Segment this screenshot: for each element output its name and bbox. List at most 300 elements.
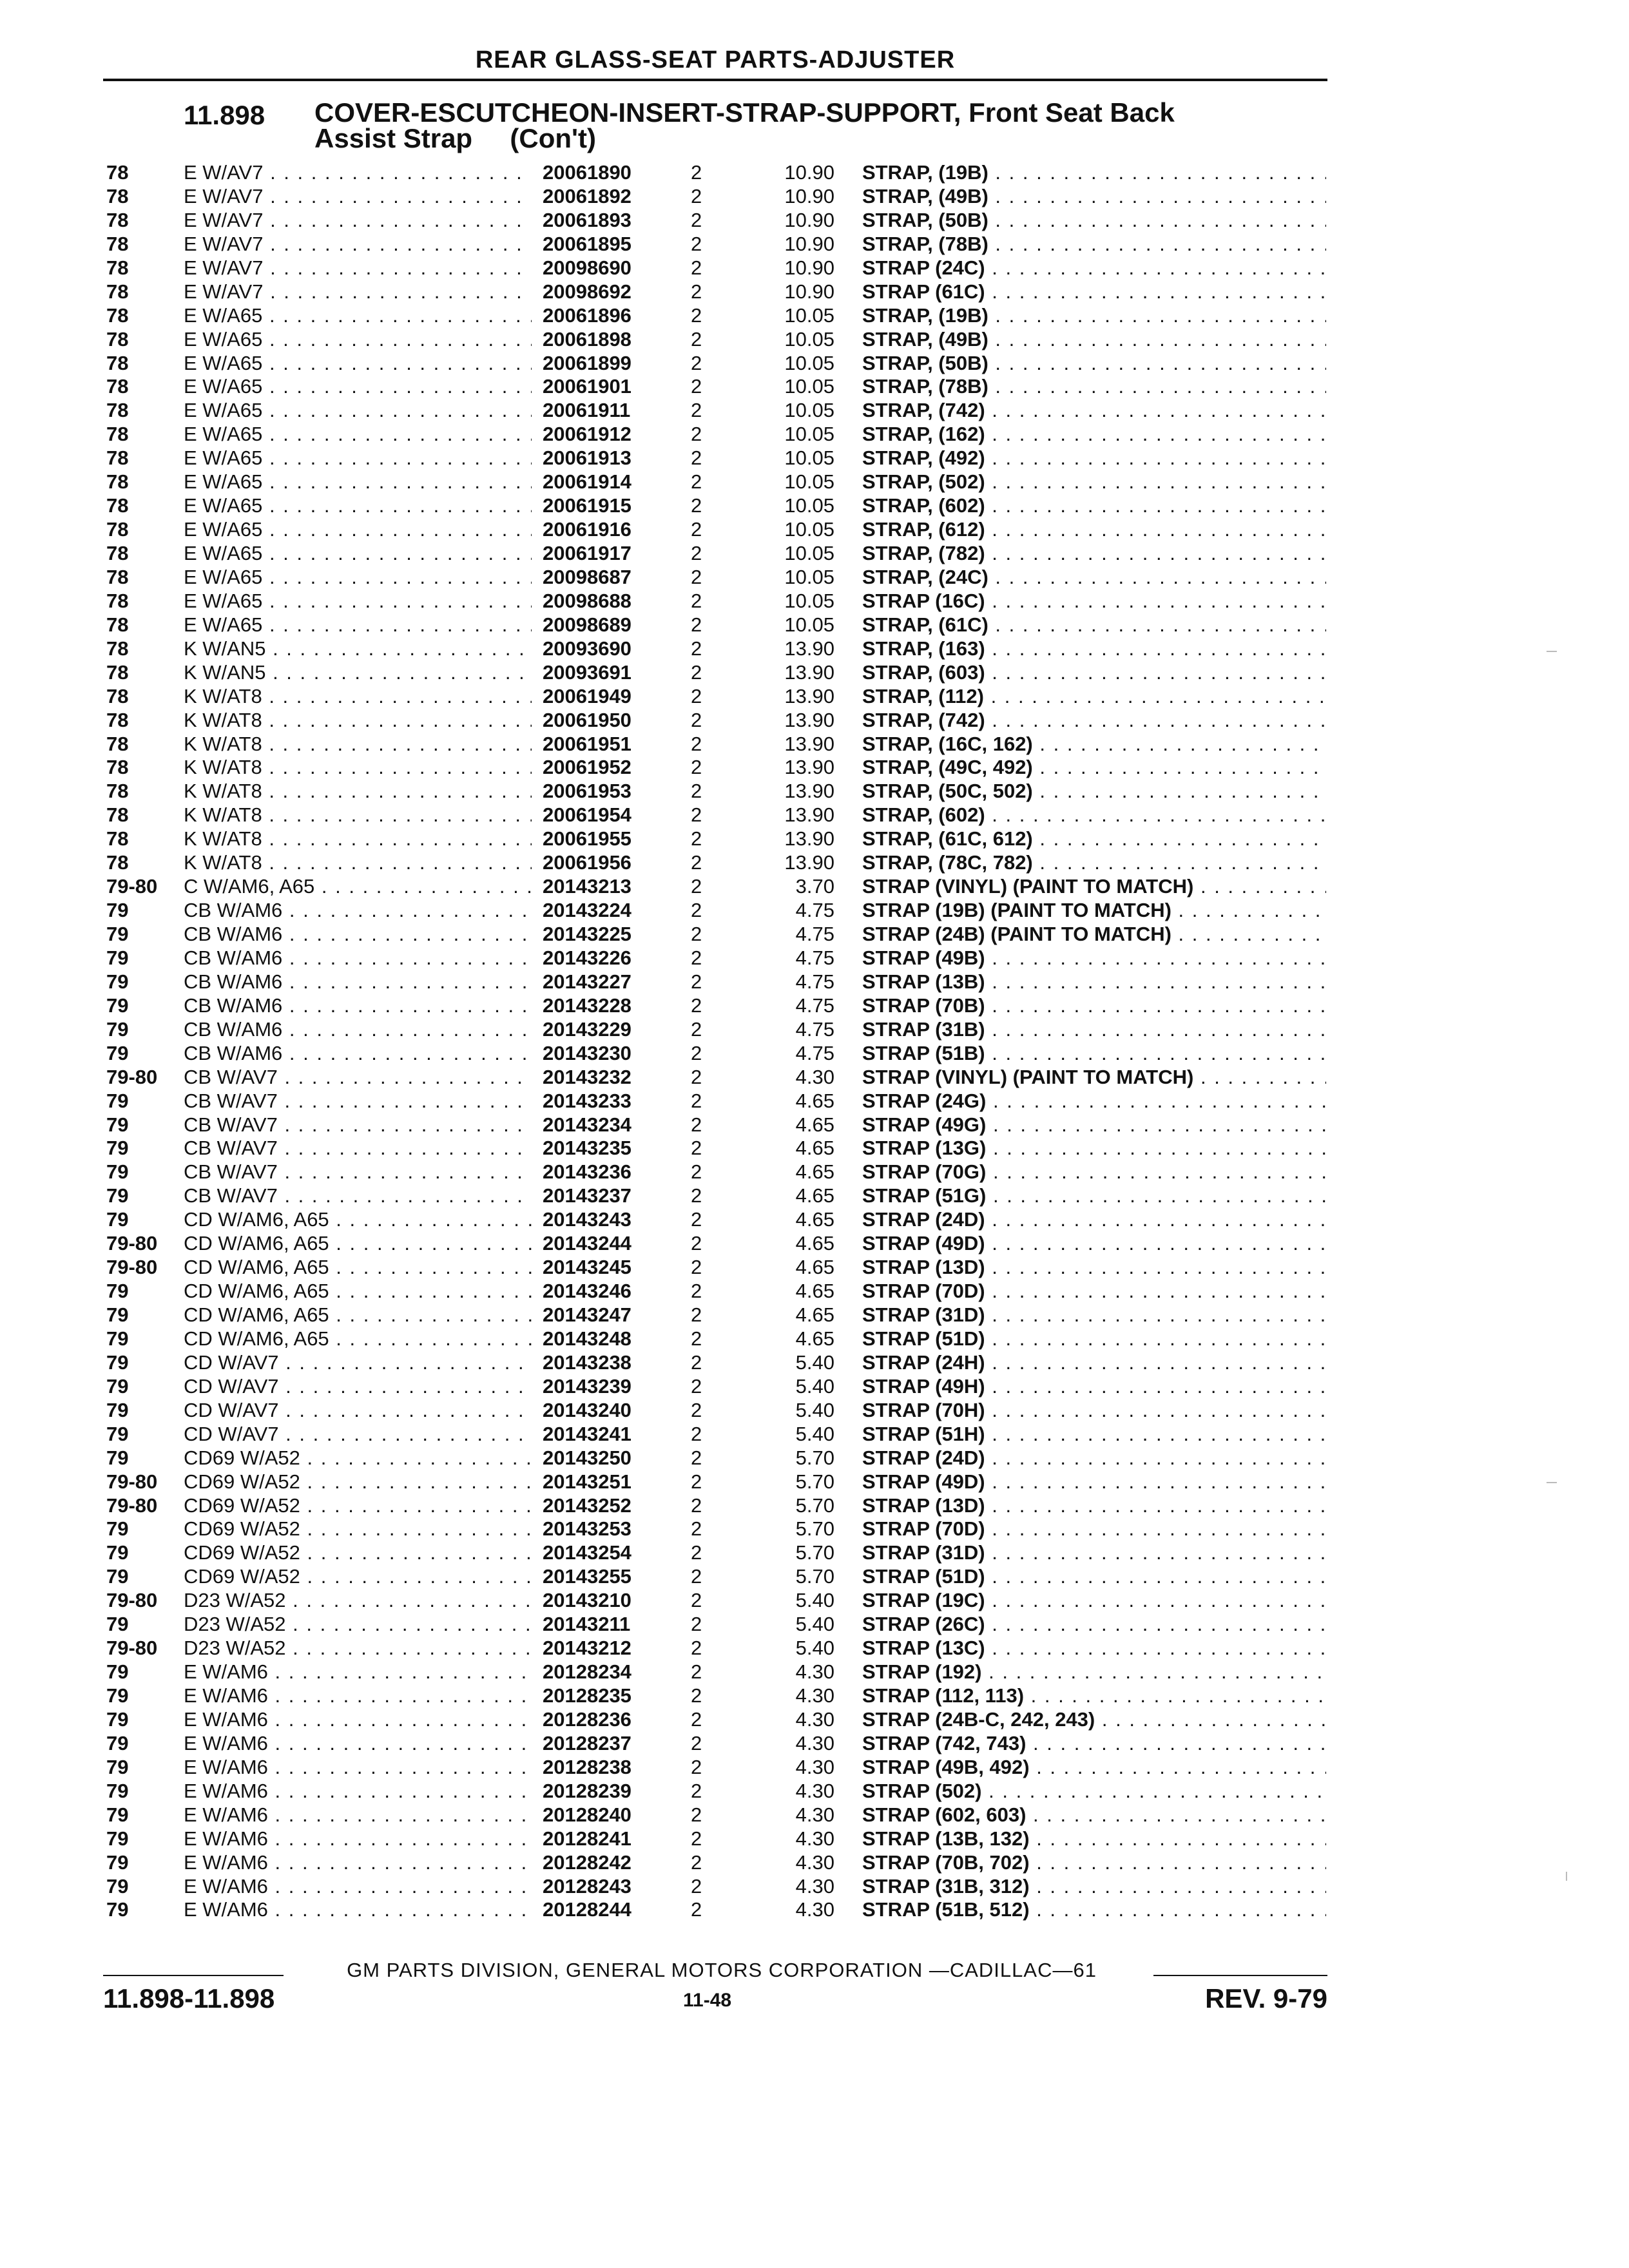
- group-title-line2: Assist Strap (Con't): [314, 123, 597, 153]
- row-price: 4.30: [795, 1660, 834, 1684]
- row-year: 78: [106, 303, 129, 327]
- table-row: [0, 304, 1629, 328]
- row-quantity: 2: [691, 351, 702, 374]
- row-part-number: 20061911: [540, 399, 630, 422]
- row-description: STRAP (13D) . . .: [862, 1256, 1326, 1279]
- row-year: 78: [106, 851, 129, 874]
- row-year: 79: [106, 1280, 129, 1303]
- table-row: [0, 185, 1629, 209]
- row-description: STRAP (13B, 132) . . .: [862, 1827, 1326, 1850]
- row-year: 79: [106, 923, 129, 945]
- row-part-number: 20061954: [540, 803, 631, 827]
- row-quantity: 2: [691, 1374, 702, 1398]
- row-part-number: 20061892: [540, 185, 631, 208]
- row-model: CB W/AM6 . . .: [184, 1018, 532, 1041]
- row-quantity: 2: [691, 1446, 702, 1469]
- row-year: 79: [106, 1089, 129, 1112]
- table-row: [0, 756, 1629, 780]
- row-price: 10.90: [784, 232, 834, 255]
- row-description: STRAP (13G) . . .: [862, 1137, 1326, 1160]
- row-description: STRAP (24H) . . .: [862, 1351, 1326, 1374]
- row-description: STRAP, (603) . . .: [862, 661, 1326, 684]
- row-description: STRAP (31D) . . .: [862, 1541, 1326, 1564]
- row-quantity: 2: [691, 756, 702, 779]
- row-part-number: 20061915: [540, 494, 631, 517]
- table-row: [0, 637, 1629, 661]
- row-year: 79: [106, 1374, 129, 1398]
- row-year: 78: [106, 494, 129, 517]
- row-year: 78: [106, 542, 129, 564]
- row-price: 4.65: [795, 1327, 834, 1350]
- row-price: 10.90: [784, 184, 834, 207]
- row-part-number: 20143238: [540, 1351, 631, 1374]
- row-part-number: 20143254: [540, 1541, 631, 1564]
- row-model: CD W/AM6, A65 . . .: [184, 1280, 532, 1303]
- row-part-number: 20143211: [540, 1613, 630, 1636]
- row-part-number: 20143225: [540, 923, 631, 946]
- table-row: [0, 1303, 1629, 1327]
- row-year: 79: [106, 1041, 129, 1064]
- row-model: K W/AT8 . . .: [184, 827, 532, 850]
- table-row: [0, 1708, 1629, 1732]
- row-quantity: 2: [691, 1017, 702, 1041]
- row-year: 78: [106, 780, 129, 803]
- row-part-number: 20128243: [540, 1875, 631, 1898]
- footer-right-rule: [1153, 1975, 1327, 1976]
- table-row: [0, 566, 1629, 590]
- row-price: 4.65: [795, 1256, 834, 1279]
- table-row: [0, 1232, 1629, 1256]
- row-quantity: 2: [691, 946, 702, 969]
- table-row: [0, 1090, 1629, 1113]
- row-part-number: 20128238: [540, 1756, 631, 1779]
- header-rule: [103, 79, 1327, 81]
- row-model: E W/AV7 . . .: [184, 233, 532, 256]
- row-description: STRAP (51B) . . .: [862, 1042, 1326, 1065]
- row-description: STRAP (31B) . . .: [862, 1018, 1326, 1041]
- row-price: 5.40: [795, 1637, 834, 1660]
- row-price: 10.05: [784, 351, 834, 374]
- row-model: CD W/AM6, A65 . . .: [184, 1256, 532, 1279]
- row-description: STRAP, (49B) . . .: [862, 328, 1326, 351]
- row-description: STRAP (51G) . . .: [862, 1184, 1326, 1207]
- row-price: 10.90: [784, 256, 834, 279]
- table-row: [0, 1875, 1629, 1899]
- table-row: [0, 1160, 1629, 1184]
- margin-tick: [1547, 651, 1557, 652]
- row-price: 10.05: [784, 447, 834, 470]
- row-description: STRAP (49G) . . .: [862, 1113, 1326, 1137]
- table-row: [0, 256, 1629, 280]
- table-row: [0, 352, 1629, 376]
- row-year: 79: [106, 1208, 129, 1231]
- row-part-number: 20143226: [540, 947, 631, 970]
- row-price: 3.70: [795, 875, 834, 898]
- row-description: STRAP, (492) . . .: [862, 447, 1326, 470]
- row-price: 4.75: [795, 899, 834, 922]
- row-price: 10.90: [784, 161, 834, 184]
- table-row: [0, 803, 1629, 827]
- row-description: STRAP, (78B) . . .: [862, 233, 1326, 256]
- row-model: K W/AT8 . . .: [184, 851, 532, 874]
- row-description: STRAP (192) . . .: [862, 1660, 1326, 1684]
- row-year: 79-80: [106, 1232, 158, 1255]
- row-description: STRAP, (78C, 782) . . .: [862, 851, 1326, 874]
- row-model: CD W/AV7 . . .: [184, 1423, 532, 1446]
- row-part-number: 20143212: [540, 1637, 631, 1660]
- row-quantity: 2: [691, 732, 702, 755]
- row-part-number: 20061913: [540, 447, 631, 470]
- row-quantity: 2: [691, 899, 702, 922]
- row-part-number: 20143239: [540, 1375, 631, 1398]
- row-description: STRAP, (19B) . . .: [862, 304, 1326, 327]
- table-row: [0, 923, 1629, 947]
- row-price: 13.90: [784, 756, 834, 779]
- table-row: [0, 1541, 1629, 1565]
- row-description: STRAP, (162) . . .: [862, 423, 1326, 446]
- row-model: CB W/AV7 . . .: [184, 1160, 532, 1184]
- table-row: [0, 1684, 1629, 1708]
- row-description: STRAP (70D) . . .: [862, 1517, 1326, 1541]
- row-quantity: 2: [691, 1827, 702, 1850]
- table-row: [0, 1756, 1629, 1780]
- row-part-number: 20128236: [540, 1708, 631, 1731]
- row-year: 78: [106, 613, 129, 636]
- row-model: E W/AM6 . . .: [184, 1756, 532, 1779]
- row-price: 10.05: [784, 565, 834, 588]
- row-description: STRAP (61C) . . .: [862, 280, 1326, 303]
- row-part-number: 20098689: [540, 613, 631, 637]
- row-model: E W/AM6 . . .: [184, 1851, 532, 1874]
- row-model: CD69 W/A52 . . .: [184, 1470, 532, 1494]
- row-part-number: 20098688: [540, 590, 631, 613]
- row-year: 79: [106, 1350, 129, 1374]
- row-part-number: 20143255: [540, 1565, 631, 1588]
- row-price: 13.90: [784, 708, 834, 731]
- row-description: STRAP (VINYL) (PAINT TO MATCH) . . .: [862, 1066, 1326, 1089]
- table-row: [0, 1494, 1629, 1518]
- row-quantity: 2: [691, 1850, 702, 1874]
- table-row: [0, 613, 1629, 637]
- row-quantity: 2: [691, 1303, 702, 1326]
- row-price: 4.75: [795, 1041, 834, 1064]
- row-quantity: 2: [691, 470, 702, 494]
- row-price: 4.30: [795, 1850, 834, 1874]
- row-part-number: 20143252: [540, 1494, 631, 1517]
- row-model: E W/AV7 . . .: [184, 209, 532, 232]
- row-price: 4.65: [795, 1303, 834, 1326]
- row-part-number: 20061952: [540, 756, 631, 779]
- row-description: STRAP, (50B) . . .: [862, 352, 1326, 375]
- row-description: STRAP (24D) . . .: [862, 1208, 1326, 1231]
- table-row: [0, 1565, 1629, 1589]
- row-model: E W/A65 . . .: [184, 470, 532, 494]
- row-model: E W/AM6 . . .: [184, 1780, 532, 1803]
- row-part-number: 20128241: [540, 1827, 631, 1850]
- margin-tick: [1547, 1482, 1557, 1483]
- row-description: STRAP (70B, 702) . . .: [862, 1851, 1326, 1874]
- row-model: CD W/AM6, A65 . . .: [184, 1303, 532, 1327]
- row-quantity: 2: [691, 1280, 702, 1303]
- row-description: STRAP (70B) . . .: [862, 994, 1326, 1017]
- row-year: 79: [106, 1422, 129, 1445]
- row-quantity: 2: [691, 1541, 702, 1564]
- row-description: STRAP, (112) . . .: [862, 685, 1326, 708]
- row-model: K W/AT8 . . .: [184, 756, 532, 779]
- row-description: STRAP, (49B) . . .: [862, 185, 1326, 208]
- row-price: 13.90: [784, 637, 834, 660]
- row-model: E W/AM6 . . .: [184, 1827, 532, 1850]
- row-description: STRAP (49D) . . .: [862, 1470, 1326, 1494]
- row-model: E W/A65 . . .: [184, 542, 532, 565]
- table-row: [0, 1898, 1629, 1922]
- row-description: STRAP, (502) . . .: [862, 470, 1326, 494]
- row-description: STRAP (19C) . . .: [862, 1589, 1326, 1612]
- table-row: [0, 280, 1629, 304]
- table-row: [0, 1732, 1629, 1756]
- row-year: 79: [106, 1017, 129, 1041]
- row-part-number: 20061893: [540, 209, 631, 232]
- row-part-number: 20143241: [540, 1423, 631, 1446]
- row-part-number: 20128234: [540, 1660, 631, 1684]
- row-quantity: 2: [691, 1637, 702, 1660]
- row-year: 79: [106, 1137, 129, 1160]
- footer-publisher: GM PARTS DIVISION, GENERAL MOTORS CORPORATION —CADILLAC—61: [347, 1959, 1097, 1981]
- row-description: STRAP (502) . . .: [862, 1780, 1326, 1803]
- row-price: 4.65: [795, 1208, 834, 1231]
- row-description: STRAP (31B, 312) . . .: [862, 1875, 1326, 1898]
- table-row: [0, 328, 1629, 352]
- row-description: STRAP (51D) . . .: [862, 1565, 1326, 1588]
- row-price: 4.30: [795, 1707, 834, 1731]
- row-quantity: 2: [691, 280, 702, 303]
- row-price: 4.30: [795, 1755, 834, 1778]
- footer-revision: REV. 9-79: [1205, 1983, 1327, 2013]
- row-year: 79: [106, 946, 129, 969]
- row-description: STRAP (13C) . . .: [862, 1637, 1326, 1660]
- footer-page-number: 11-48: [683, 1990, 732, 2011]
- row-model: CD69 W/A52 . . .: [184, 1565, 532, 1588]
- row-year: 79: [106, 1827, 129, 1850]
- table-row: [0, 970, 1629, 994]
- row-year: 79: [106, 1160, 129, 1184]
- table-row: [0, 1660, 1629, 1684]
- row-model: K W/AN5 . . .: [184, 661, 532, 684]
- table-row: [0, 1637, 1629, 1660]
- row-year: 78: [106, 161, 129, 184]
- row-description: STRAP (49H) . . .: [862, 1375, 1326, 1398]
- row-part-number: 20093691: [540, 661, 631, 684]
- row-price: 10.05: [784, 375, 834, 398]
- margin-tick: [1566, 1872, 1567, 1881]
- table-row: [0, 733, 1629, 756]
- row-year: 78: [106, 184, 129, 207]
- row-description: STRAP, (782) . . .: [862, 542, 1326, 565]
- row-description: STRAP (24B) (PAINT TO MATCH) . . .: [862, 923, 1326, 946]
- row-model: E W/A65 . . .: [184, 399, 532, 422]
- table-row: [0, 1280, 1629, 1303]
- table-row: [0, 1184, 1629, 1208]
- row-part-number: 20061955: [540, 827, 631, 850]
- row-description: STRAP, (49C, 492) . . .: [862, 756, 1326, 779]
- table-row: [0, 1423, 1629, 1446]
- row-model: CD W/AV7 . . .: [184, 1351, 532, 1374]
- table-row: [0, 494, 1629, 518]
- row-year: 79-80: [106, 1494, 158, 1517]
- row-quantity: 2: [691, 875, 702, 898]
- row-quantity: 2: [691, 1589, 702, 1612]
- row-model: E W/A65 . . .: [184, 375, 532, 398]
- row-year: 78: [106, 375, 129, 398]
- row-part-number: 20143229: [540, 1018, 631, 1041]
- row-year: 79: [106, 1779, 129, 1802]
- row-model: CD W/AV7 . . .: [184, 1399, 532, 1422]
- row-year: 79: [106, 970, 129, 993]
- row-part-number: 20061914: [540, 470, 631, 494]
- table-row: [0, 1327, 1629, 1351]
- row-description: STRAP, (602) . . .: [862, 494, 1326, 517]
- row-price: 4.30: [795, 1803, 834, 1826]
- row-quantity: 2: [691, 1470, 702, 1493]
- row-price: 4.30: [795, 1827, 834, 1850]
- row-year: 78: [106, 660, 129, 684]
- row-quantity: 2: [691, 1898, 702, 1921]
- row-quantity: 2: [691, 208, 702, 231]
- row-model: E W/AM6 . . .: [184, 1875, 532, 1898]
- row-part-number: 20128240: [540, 1803, 631, 1827]
- row-quantity: 2: [691, 1422, 702, 1445]
- row-price: 4.30: [795, 1731, 834, 1754]
- row-price: 10.05: [784, 303, 834, 327]
- row-year: 78: [106, 518, 129, 541]
- row-quantity: 2: [691, 660, 702, 684]
- table-row: [0, 161, 1629, 185]
- row-model: E W/A65 . . .: [184, 590, 532, 613]
- row-year: 79: [106, 1517, 129, 1541]
- row-model: E W/A65 . . .: [184, 447, 532, 470]
- row-model: D23 W/A52 . . .: [184, 1637, 532, 1660]
- row-model: CB W/AM6 . . .: [184, 899, 532, 922]
- row-quantity: 2: [691, 780, 702, 803]
- row-part-number: 20128242: [540, 1851, 631, 1874]
- row-description: STRAP, (19B) . . .: [862, 161, 1326, 184]
- row-quantity: 2: [691, 1731, 702, 1754]
- row-description: STRAP, (78B) . . .: [862, 375, 1326, 398]
- row-model: CB W/AM6 . . .: [184, 923, 532, 946]
- row-description: STRAP (19B) (PAINT TO MATCH) . . .: [862, 899, 1326, 922]
- row-price: 13.90: [784, 851, 834, 874]
- row-quantity: 2: [691, 708, 702, 731]
- row-year: 78: [106, 637, 129, 660]
- table-row: [0, 709, 1629, 733]
- row-model: K W/AT8 . . .: [184, 709, 532, 732]
- footer-group-range: 11.898-11.898: [103, 1983, 275, 2013]
- row-price: 4.75: [795, 923, 834, 945]
- row-model: CD69 W/A52 . . .: [184, 1517, 532, 1541]
- row-quantity: 2: [691, 1565, 702, 1588]
- row-year: 79: [106, 1113, 129, 1136]
- table-row: [0, 1780, 1629, 1803]
- row-quantity: 2: [691, 565, 702, 588]
- row-year: 78: [106, 232, 129, 255]
- row-part-number: 20143228: [540, 994, 631, 1017]
- group-title-line1: COVER-ESCUTCHEON-INSERT-STRAP-SUPPORT, Front Seat Back: [314, 97, 1175, 128]
- row-model: D23 W/A52 . . .: [184, 1613, 532, 1636]
- row-price: 10.05: [784, 423, 834, 446]
- row-year: 79: [106, 1707, 129, 1731]
- row-quantity: 2: [691, 423, 702, 446]
- table-row: [0, 1208, 1629, 1232]
- row-model: E W/A65 . . .: [184, 352, 532, 375]
- row-quantity: 2: [691, 1779, 702, 1802]
- row-price: 10.05: [784, 518, 834, 541]
- row-model: E W/AV7 . . .: [184, 161, 532, 184]
- row-quantity: 2: [691, 970, 702, 993]
- row-part-number: 20143234: [540, 1113, 631, 1137]
- row-quantity: 2: [691, 1232, 702, 1255]
- row-part-number: 20061956: [540, 851, 631, 874]
- row-year: 78: [106, 423, 129, 446]
- row-part-number: 20061950: [540, 709, 631, 732]
- table-row: [0, 590, 1629, 613]
- row-price: 13.90: [784, 827, 834, 850]
- row-model: E W/AV7 . . .: [184, 256, 532, 280]
- row-model: K W/AN5 . . .: [184, 637, 532, 660]
- row-model: E W/A65 . . .: [184, 613, 532, 637]
- row-quantity: 2: [691, 851, 702, 874]
- row-quantity: 2: [691, 637, 702, 660]
- row-part-number: 20143230: [540, 1042, 631, 1065]
- row-year: 78: [106, 399, 129, 422]
- row-price: 10.05: [784, 542, 834, 564]
- row-part-number: 20098687: [540, 566, 631, 589]
- row-quantity: 2: [691, 1065, 702, 1088]
- row-description: STRAP (112, 113) . . .: [862, 1684, 1326, 1707]
- table-row: [0, 875, 1629, 899]
- row-price: 5.70: [795, 1517, 834, 1541]
- row-price: 5.40: [795, 1374, 834, 1398]
- row-model: CB W/AV7 . . .: [184, 1184, 532, 1207]
- row-part-number: 20143232: [540, 1066, 631, 1089]
- row-price: 10.05: [784, 327, 834, 351]
- row-model: CB W/AM6 . . .: [184, 994, 532, 1017]
- row-part-number: 20093690: [540, 637, 631, 660]
- row-part-number: 20061898: [540, 328, 631, 351]
- row-price: 5.40: [795, 1422, 834, 1445]
- row-price: 13.90: [784, 684, 834, 707]
- row-model: E W/A65 . . .: [184, 494, 532, 517]
- row-quantity: 2: [691, 1350, 702, 1374]
- row-price: 4.30: [795, 1684, 834, 1707]
- row-model: E W/AV7 . . .: [184, 185, 532, 208]
- row-year: 78: [106, 208, 129, 231]
- row-part-number: 20061895: [540, 233, 631, 256]
- row-year: 78: [106, 470, 129, 494]
- row-year: 79: [106, 1184, 129, 1207]
- row-quantity: 2: [691, 1113, 702, 1136]
- table-row: [0, 209, 1629, 233]
- row-part-number: 20143224: [540, 899, 631, 922]
- row-part-number: 20143247: [540, 1303, 631, 1327]
- row-part-number: 20143236: [540, 1160, 631, 1184]
- row-year: 79: [106, 1731, 129, 1754]
- table-row: [0, 1066, 1629, 1090]
- row-year: 78: [106, 684, 129, 707]
- row-price: 10.05: [784, 494, 834, 517]
- row-quantity: 2: [691, 1684, 702, 1707]
- row-part-number: 20143250: [540, 1446, 631, 1470]
- row-description: STRAP (70G) . . .: [862, 1160, 1326, 1184]
